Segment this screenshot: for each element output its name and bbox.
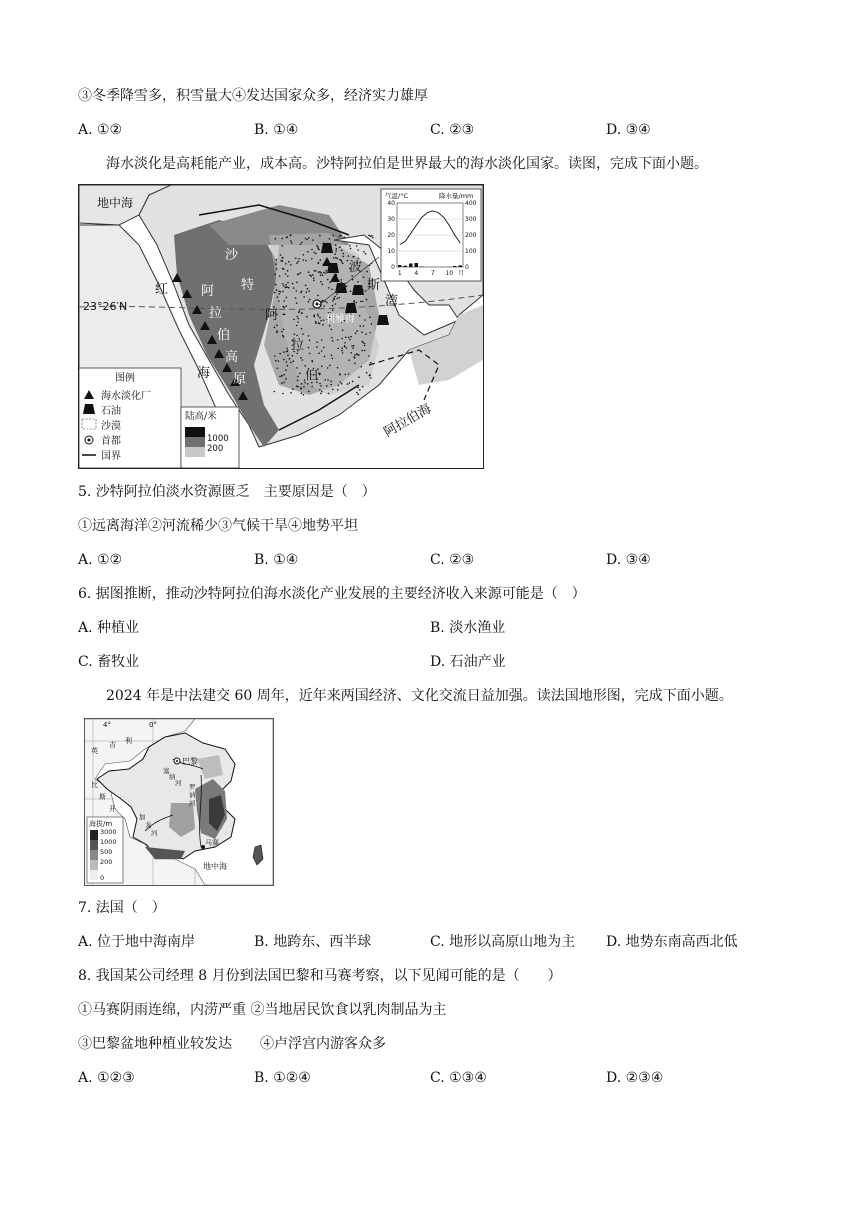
rhone-label-2: 讷 [189,791,196,799]
q5-option-d[interactable]: D. ③④ [606,552,651,568]
month-tick: 7 [430,270,435,277]
mediterranean-label: 地中海 [97,196,134,210]
q7-option-c[interactable]: C. 地形以高原山地为主 [430,934,576,950]
legend-desert-icon [82,419,96,429]
plateau-label-5: 原 [233,372,247,387]
elevation-1000: 1000 [207,434,229,444]
q4-option-c[interactable]: C. ②③ [430,122,475,138]
france-elev-title: 海拔/m [89,820,113,828]
precip-bar [453,266,457,267]
elevation-title: 陆高/米 [185,411,217,422]
climate-precip-axis-title: 降水量/mm [439,192,474,200]
climate-temp-axis-title: 气温/°C [385,192,408,200]
precip-tick: 300 [465,216,477,223]
legend-oil: 石油 [101,406,121,417]
plateau-label-2: 拉 [209,306,223,321]
precip-tick: 400 [465,200,477,207]
precip-bar [404,266,408,267]
red-sea-label-1: 红 [155,282,169,297]
legend-border: 国界 [101,451,121,462]
elevation-200: 200 [207,444,224,454]
france-map-svg [85,719,273,885]
france-elev-3000: 3000 [100,828,117,836]
q8-choices-1: ①马赛阴雨连绵，内涝严重 ②当地居民饮食以乳肉制品为主 [78,1002,447,1018]
q6-option-b[interactable]: B. 淡水渔业 [430,620,506,636]
rhone-label-3: 河 [189,799,196,807]
bay-label-1: 比 [91,781,98,789]
q8-option-d[interactable]: D. ②③④ [606,1070,664,1086]
gulf-label-3: 湾 [385,294,399,309]
precip-bar [415,263,419,267]
precip-tick: 0 [465,264,469,271]
france-elev-0: 0 [100,874,105,882]
country-label-3: 阿 [265,308,279,323]
latitude-label: 23°26′N [83,300,128,313]
france-elev-200: 200 [100,858,113,866]
seine-label-1: 塞 [163,767,170,775]
q6-option-c[interactable]: C. 畜牧业 [78,654,140,670]
precip-tick: 200 [465,232,477,239]
q4-option-d[interactable]: D. ③④ [606,122,651,138]
q5-option-a[interactable]: A. ①② [78,552,123,568]
lon-label-0: 0° [149,721,157,729]
temp-tick: 10 [387,248,395,255]
precip-bar [409,263,413,267]
marseille-label: 马赛 [205,839,219,847]
plateau-label-1: 阿 [201,284,215,299]
bay-label-2: 斯 [99,793,106,801]
q7-stem: 7. 法国（ ） [78,900,166,916]
q8-stem: 8. 我国某公司经理 8 月份到法国巴黎和马赛考察，以下见闻可能的是（ ） [78,968,562,984]
temp-tick: 30 [387,216,395,223]
q8-option-a[interactable]: A. ①②③ [78,1070,135,1086]
q8-option-c[interactable]: C. ①③④ [430,1070,487,1086]
country-label-5: 伯 [305,368,319,383]
q5-option-b[interactable]: B. ①④ [254,552,299,568]
q7-option-a[interactable]: A. 位于地中海南岸 [78,934,196,950]
map1-legend [79,368,181,468]
arabian-sea-label: 阿拉伯海 [381,401,435,441]
rhone-label-1: 罗 [189,783,196,791]
q8-choices-2: ③巴黎盆地种植业较发达 ④卢浮宫内游客众多 [78,1036,386,1052]
paris-label: 巴黎 [182,757,198,766]
precip-bar [398,265,402,267]
precip-tick: 100 [465,248,477,255]
garonne-label-1: 加 [139,813,146,821]
plateau-label-4: 高 [225,350,239,365]
q6-option-d[interactable]: D. 石油产业 [430,654,506,670]
legend-desert: 沙漠 [101,421,121,432]
med-sea-label: 地中海 [203,862,227,871]
q5-stem: 5. 沙特阿拉伯淡水资源匮乏 主要原因是（ ） [78,484,376,500]
climate-chart [381,189,481,281]
plateau-label-3: 伯 [217,328,231,343]
red-sea-label-2: 海 [197,366,211,381]
intro-saudi: 海水淡化是高耗能产业，成本高。沙特阿拉伯是世界最大的海水淡化国家。读图，完成下面小题。 [106,156,708,172]
channel-label-1: 英 [91,747,98,755]
gulf-label-1: 波 [349,260,363,275]
q6-stem: 6. 据图推断，推动沙特阿拉伯海水淡化产业发展的主要经济收入来源可能是（ ） [78,586,586,602]
france-elevation-legend [87,817,123,883]
france-elev-500: 500 [100,848,113,856]
france-map [84,718,274,886]
channel-label-2: 吉 [109,741,116,749]
legend-desal: 海水淡化厂 [101,391,151,402]
q4-option-b[interactable]: B. ①④ [254,122,299,138]
month-tick: 4 [414,270,419,277]
seine-label-2: 纳 [169,773,176,781]
capital-label: 利雅得 [325,314,355,325]
precip-bar [459,265,463,267]
temp-tick: 40 [387,200,395,207]
q7-option-b[interactable]: B. 地跨东、西半球 [254,934,372,950]
q5-choices: ①远离海洋②河流稀少③气候干旱④地势平坦 [78,518,358,534]
intro-france: 2024 年是中法建交 60 周年，近年来两国经济、文化交流日益加强。读法国地形图，完成下面小题。 [106,688,733,704]
legend-capital: 首都 [101,436,121,447]
legend-oil-icon [83,404,95,414]
garonne-label-3: 河 [151,829,158,837]
q8-option-b[interactable]: B. ①②④ [254,1070,311,1086]
saudi-arabia-map [78,184,484,469]
q7-option-d[interactable]: D. 地势东南高西北低 [606,934,738,950]
legend-title: 图例 [115,373,135,384]
temp-tick: 20 [387,232,395,239]
country-label-2: 特 [241,278,255,293]
bay-label-3: 开 [109,805,116,813]
country-label-4: 拉 [291,338,305,353]
month-tick: 月 [457,270,465,277]
channel-label-3: 利 [125,737,132,745]
saudi-map-svg [79,185,483,468]
gulf-label-2: 斯 [367,278,381,293]
month-tick: 1 [397,270,402,277]
country-label-1: 沙 [225,248,239,263]
france-elev-1000: 1000 [100,838,117,846]
q4-option-a[interactable]: A. ①② [78,122,123,138]
q4-choices-tail: ③冬季降雪多，积雪量大④发达国家众多，经济实力雄厚 [78,88,428,104]
q6-option-a[interactable]: A. 种植业 [78,620,140,636]
lon-label-4w: 4° [103,721,111,729]
garonne-label-2: 龙 [145,821,152,829]
temp-tick: 0 [391,264,395,271]
seine-label-3: 河 [175,779,182,787]
month-tick: 10 [445,270,454,277]
q5-option-c[interactable]: C. ②③ [430,552,475,568]
elevation-legend [181,407,239,468]
